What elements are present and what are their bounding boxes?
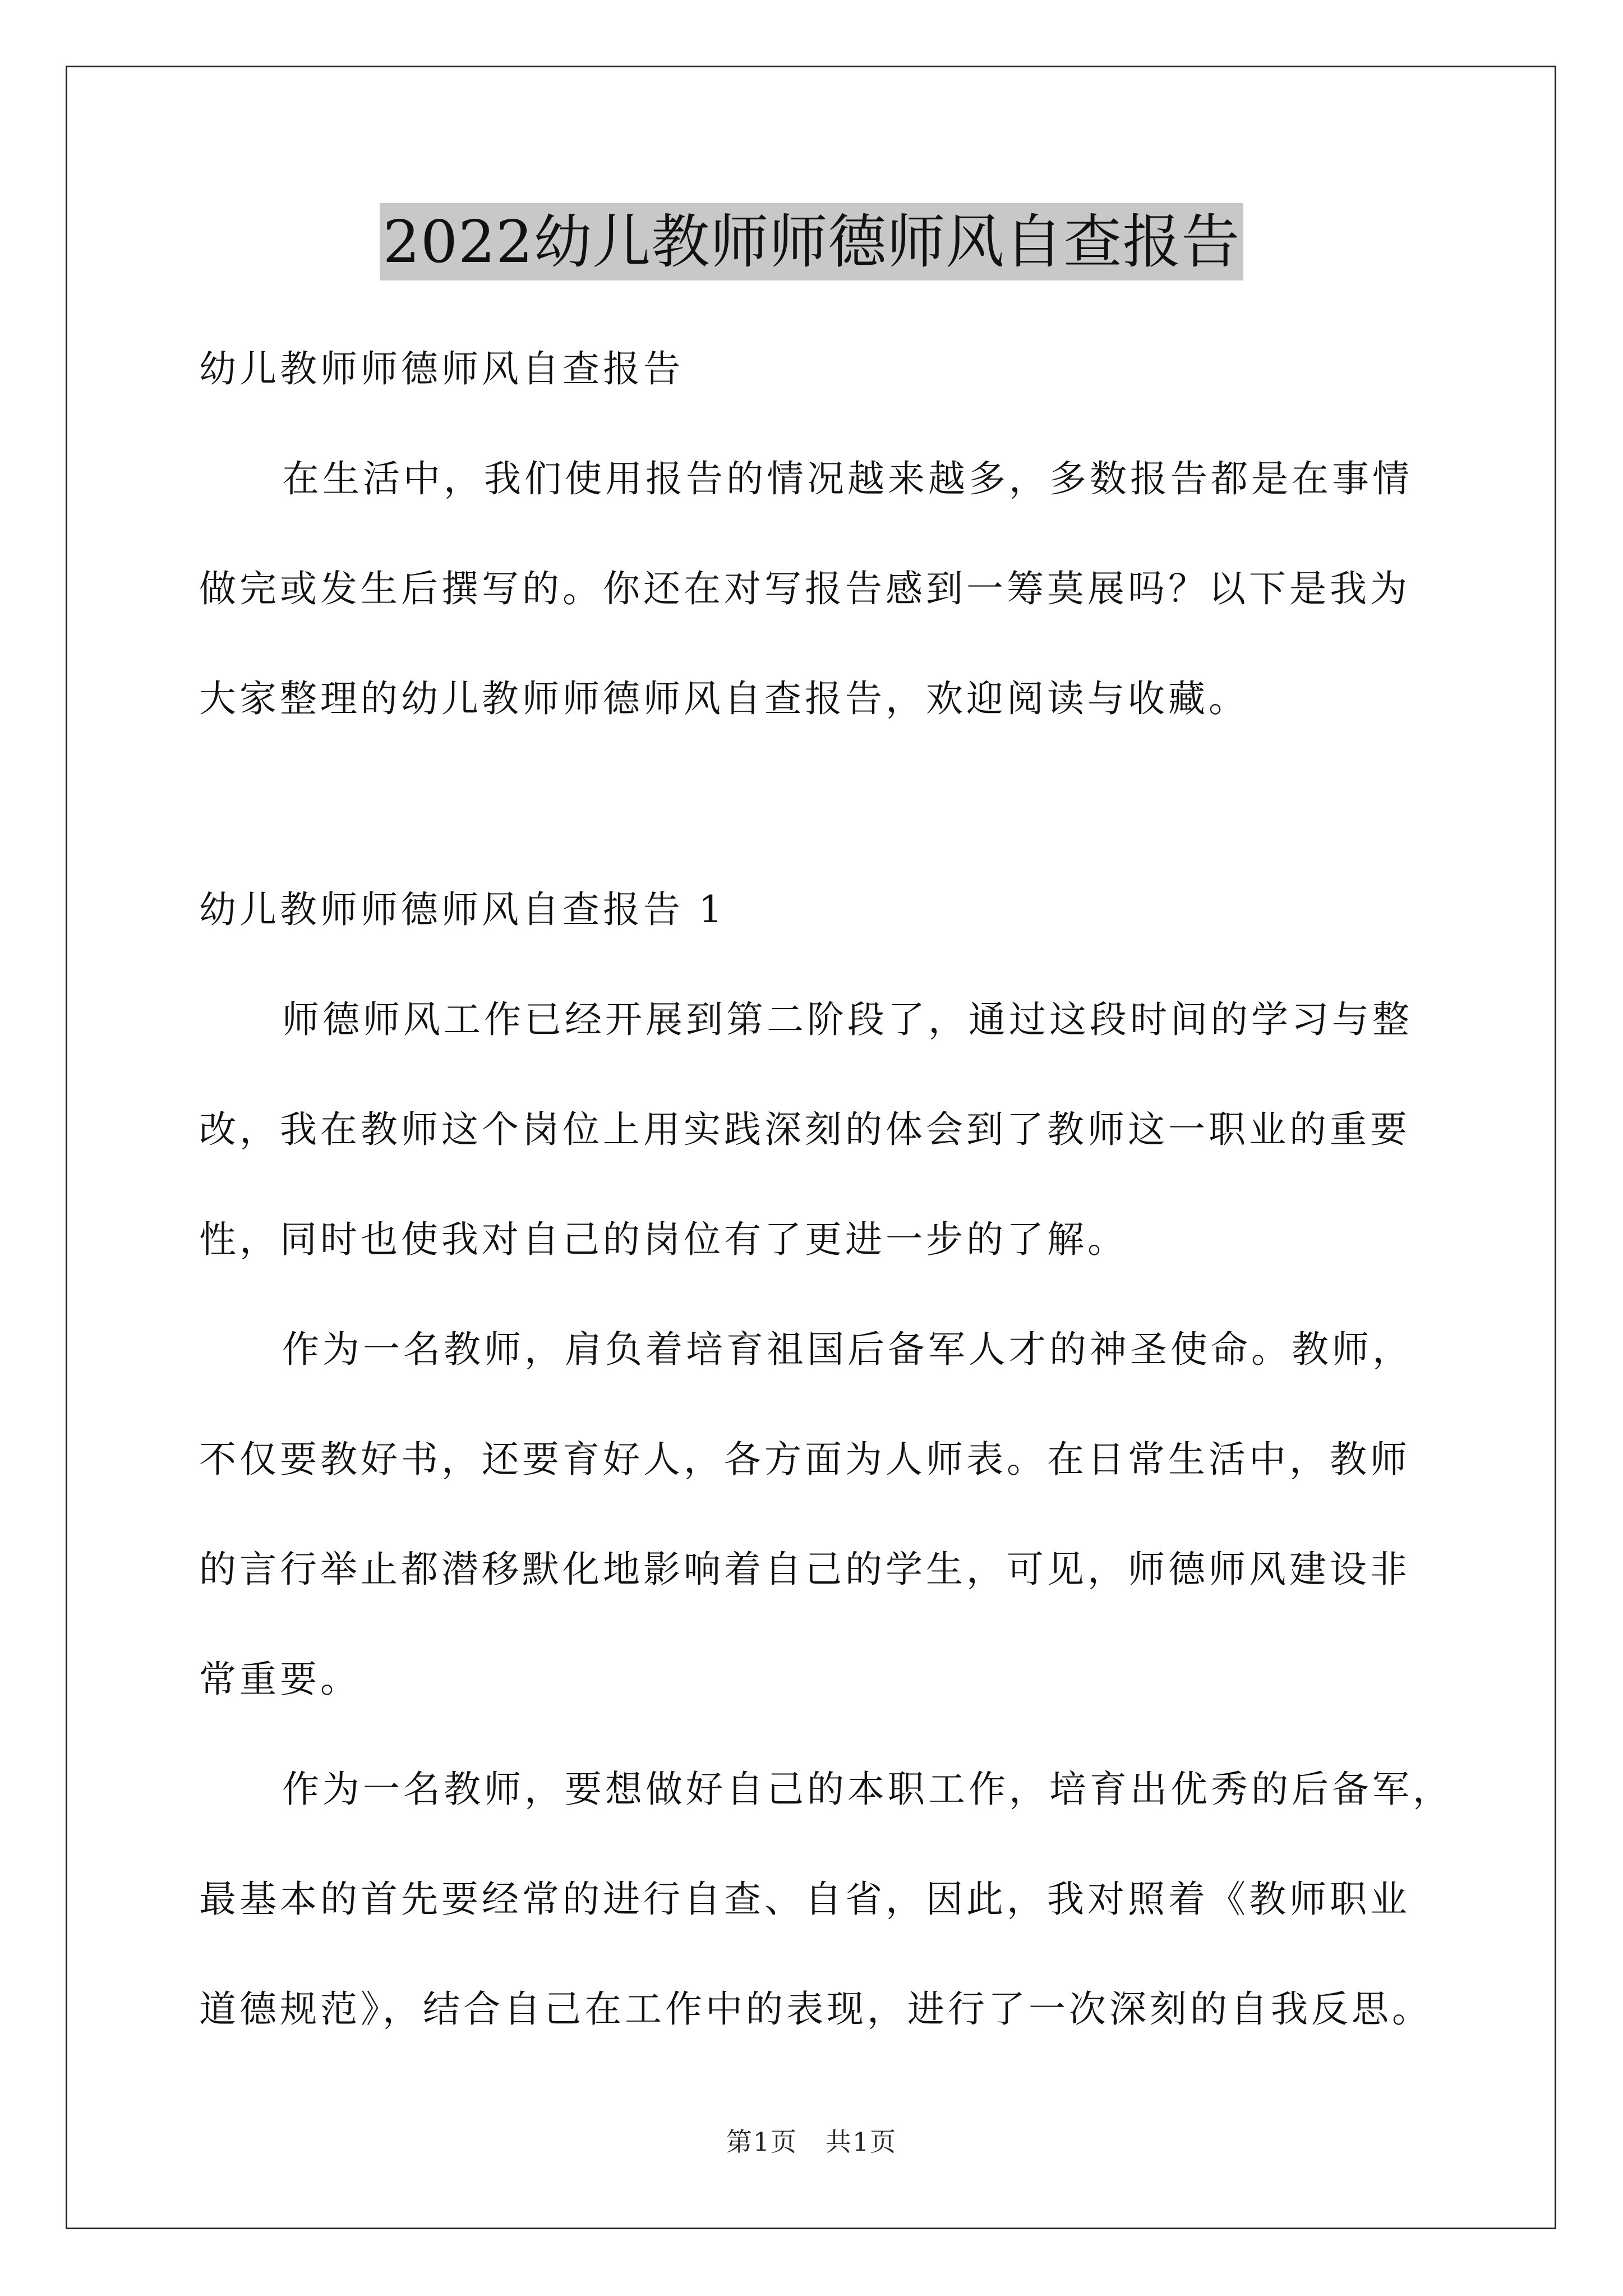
body-paragraph-3 <box>199 1734 1453 2064</box>
paragraph-line: 常重要。 <box>199 1658 361 1701</box>
document-subtitle: 幼儿教师师德师风自查报告 <box>199 347 684 390</box>
page-total: 共1页 <box>826 2127 897 2157</box>
body-paragraph-1 <box>199 965 1433 1295</box>
document-body <box>199 314 1453 2064</box>
intro-line: 在生活中，我们使用报告的情况越来越多，多数报告都是在事情 <box>282 457 1413 500</box>
intro-line: 大家整理的幼儿教师师德师风自查报告，欢迎阅读与收藏。 <box>199 677 1249 720</box>
intro-paragraph <box>199 424 1433 754</box>
body-paragraph-2 <box>199 1295 1433 1734</box>
intro-line: 做完或发生后撰写的。你还在对写报告感到一筹莫展吗？以下是我为 <box>199 567 1410 610</box>
paragraph-line: 改，我在教师这个岗位上用实践深刻的体会到了教师这一职业的重要 <box>199 1108 1410 1151</box>
paragraph-line: 道德规范》，结合自己在工作中的表现，进行了一次深刻的自我反思。 <box>199 1987 1432 2031</box>
paragraph-line: 作为一名教师，肩负着培育祖国后备军人才的神圣使命。教师， <box>282 1328 1413 1371</box>
paragraph-line: 师德师风工作已经开展到第二阶段了，通过这段时间的学习与整 <box>282 998 1413 1041</box>
page-number: 第1页 <box>726 2127 797 2157</box>
document-title: 2022幼儿教师师德师风自查报告 <box>380 203 1244 280</box>
section-gap <box>199 754 1433 855</box>
paragraph-line: 不仅要教好书，还要育好人，各方面为人师表。在日常生活中，教师 <box>199 1438 1410 1481</box>
paragraph-line: 作为一名教师，要想做好自己的本职工作，培育出优秀的后备军， <box>282 1768 1453 1811</box>
paragraph-line: 的言行举止都潜移默化地影响着自己的学生，可见，师德师风建设非 <box>199 1548 1410 1591</box>
paragraph-line: 最基本的首先要经常的进行自查、自省，因此，我对照着《教师职业 <box>199 1878 1410 1921</box>
title-container <box>0 203 1623 280</box>
section-heading: 幼儿教师师德师风自查报告 1 <box>199 888 726 931</box>
page-footer <box>0 2122 1623 2159</box>
paragraph-line: 性，同时也使我对自己的岗位有了更进一步的了解。 <box>199 1218 1128 1261</box>
